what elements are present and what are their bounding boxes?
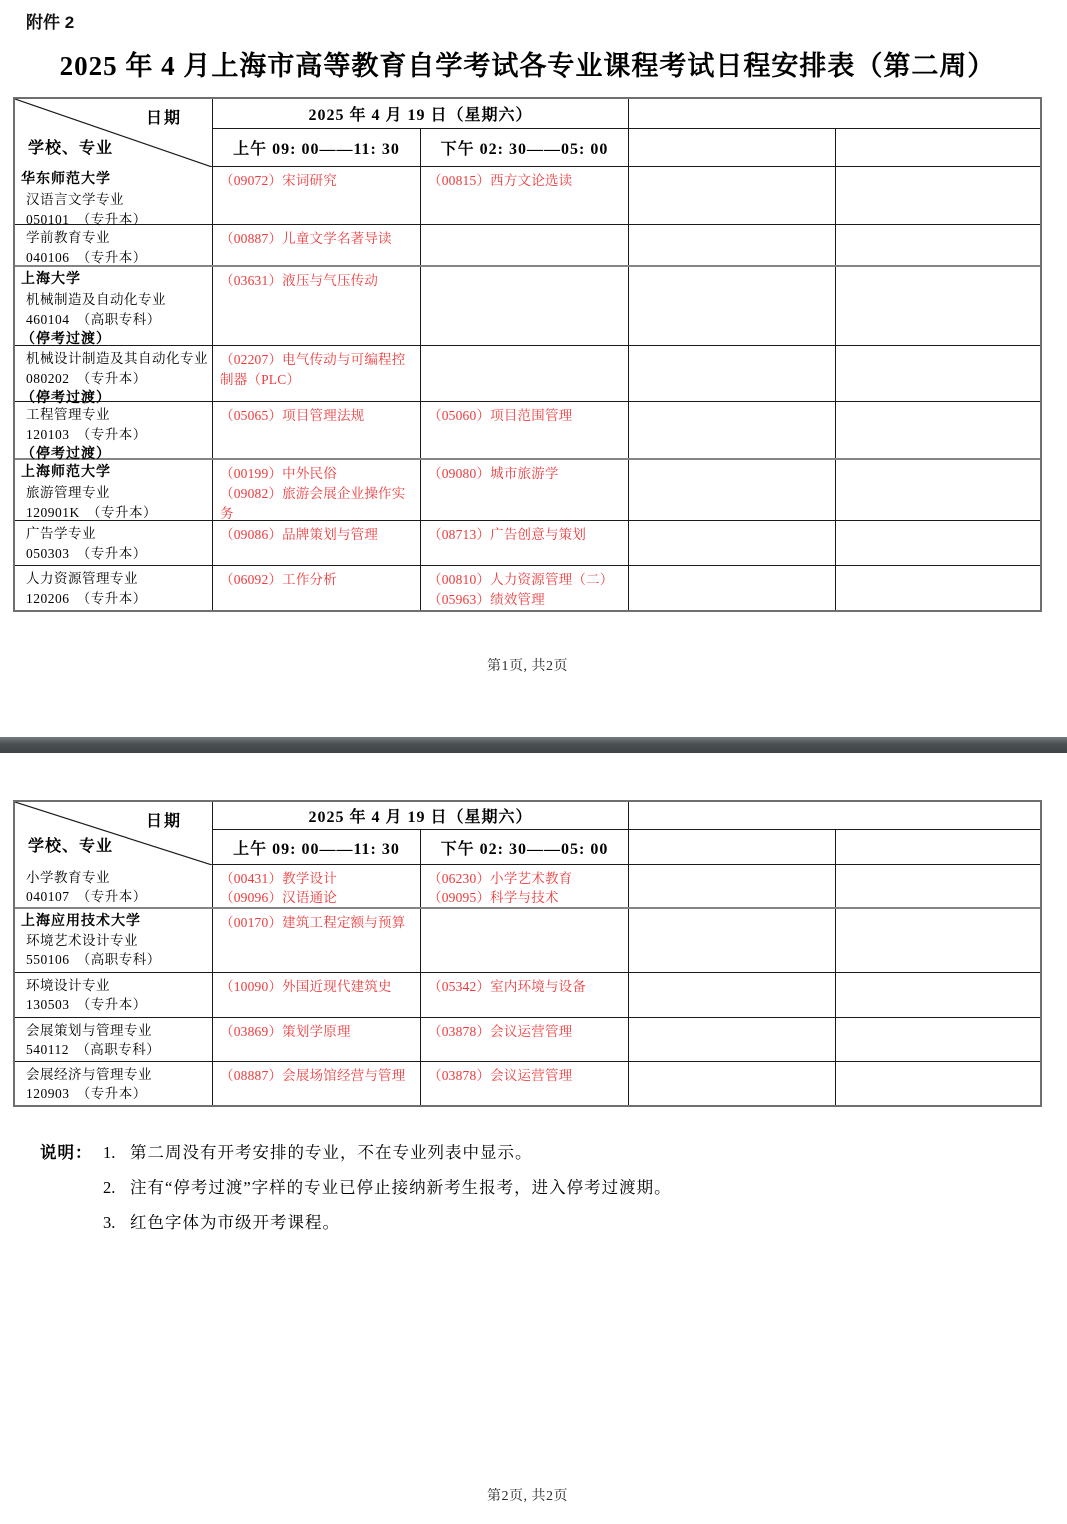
note-text: 红色字体为市级开考课程。 bbox=[130, 1213, 340, 1232]
note-number: 3. bbox=[103, 1213, 116, 1232]
header-corner-cell bbox=[15, 99, 213, 167]
major-line: 小学教育专业 bbox=[26, 870, 110, 885]
note-item bbox=[103, 1211, 980, 1234]
course-entry: （00170）建筑工程定额与预算 bbox=[220, 915, 406, 930]
empty-cell bbox=[836, 346, 1040, 401]
page1-footer: 第1页, 共2页 bbox=[487, 659, 568, 674]
school-name-line: 上海师范大学 bbox=[21, 465, 111, 480]
afternoon-course-cell bbox=[421, 225, 629, 265]
major-line: 环境设计专业 bbox=[26, 978, 110, 993]
course-entry: （09072）宋词研究 bbox=[220, 173, 337, 188]
header-date-value: 2025 年 4 月 19 日（星期六） bbox=[213, 99, 629, 129]
morning-course-cell bbox=[213, 1018, 421, 1061]
major-line: 工程管理专业 bbox=[26, 407, 110, 422]
major-line: 汉语言文学专业 bbox=[26, 192, 124, 207]
header-date-label: 日期 bbox=[145, 110, 182, 127]
major-line: 050303 （专升本） bbox=[26, 546, 147, 561]
school-cell bbox=[15, 1018, 213, 1061]
morning-course-cell bbox=[213, 909, 421, 972]
header-date-label: 日期 bbox=[145, 813, 182, 830]
morning-course-cell bbox=[213, 346, 421, 401]
morning-course-cell bbox=[213, 460, 421, 520]
school-name-line: 上海大学 bbox=[21, 272, 81, 287]
major-line: 120206 （专升本） bbox=[26, 591, 147, 606]
note-item bbox=[103, 1141, 980, 1164]
course-entry: （10090）外国近现代建筑史 bbox=[220, 979, 392, 994]
exam-schedule-table-page2 bbox=[13, 800, 1042, 1107]
school-cell bbox=[15, 566, 213, 610]
course-entry: （05342）室内环境与设备 bbox=[428, 979, 587, 994]
course-entry: （05065）项目管理法规 bbox=[220, 408, 365, 423]
table-row bbox=[15, 520, 1040, 565]
empty-cell bbox=[836, 973, 1040, 1017]
empty-cell bbox=[629, 1018, 836, 1061]
morning-course-cell bbox=[213, 225, 421, 265]
afternoon-course-cell bbox=[421, 402, 629, 458]
course-entry: （09080）城市旅游学 bbox=[428, 466, 559, 481]
school-name-line: （停考过渡） bbox=[21, 447, 111, 462]
empty-cell bbox=[629, 973, 836, 1017]
morning-course-cell bbox=[213, 865, 421, 907]
afternoon-course-cell bbox=[421, 460, 629, 520]
header-school-label: 学校、专业 bbox=[28, 140, 114, 157]
afternoon-course-cell bbox=[421, 167, 629, 224]
table-row bbox=[15, 1017, 1040, 1061]
header-date-value: 2025 年 4 月 19 日（星期六） bbox=[213, 802, 629, 830]
table-row bbox=[15, 345, 1040, 406]
table-row bbox=[15, 565, 1040, 610]
table-row bbox=[15, 401, 1040, 462]
table-row bbox=[15, 167, 1040, 227]
afternoon-course-cell bbox=[421, 346, 629, 401]
table-row bbox=[15, 224, 1040, 265]
empty-cell bbox=[629, 167, 836, 224]
major-line: 550106 （高职专科） bbox=[26, 952, 161, 967]
note-text: 注有“停考过渡”字样的专业已停止接纳新考生报考，进入停考过渡期。 bbox=[130, 1178, 672, 1197]
course-entry: （09086）品牌策划与管理 bbox=[220, 527, 379, 542]
notes-section bbox=[40, 1141, 980, 1246]
major-line: 120901K （专升本） bbox=[26, 505, 157, 520]
note-number: 2. bbox=[103, 1178, 116, 1197]
empty-cell bbox=[836, 267, 1040, 345]
header-empty-cell bbox=[629, 129, 836, 167]
empty-cell bbox=[629, 521, 836, 565]
morning-course-cell bbox=[213, 1062, 421, 1105]
afternoon-course-cell bbox=[421, 521, 629, 565]
table-row bbox=[15, 907, 1040, 972]
morning-course-cell bbox=[213, 566, 421, 610]
morning-course-cell bbox=[213, 167, 421, 224]
table-row bbox=[15, 972, 1040, 1017]
school-name-line: 华东师范大学 bbox=[21, 172, 111, 187]
school-cell bbox=[15, 167, 213, 227]
major-line: 环境艺术设计专业 bbox=[26, 933, 138, 948]
school-cell bbox=[15, 909, 213, 972]
course-entry: （00199）中外民俗 bbox=[220, 466, 337, 481]
school-cell bbox=[15, 865, 213, 907]
major-line: 080202 （专升本） bbox=[26, 371, 147, 386]
note-item bbox=[103, 1176, 980, 1199]
note-number: 1. bbox=[103, 1143, 116, 1162]
empty-cell bbox=[836, 1018, 1040, 1061]
note-text: 第二周没有开考安排的专业，不在专业列表中显示。 bbox=[130, 1143, 533, 1162]
header-corner-cell bbox=[15, 802, 213, 865]
course-entry: （06092）工作分析 bbox=[220, 572, 337, 587]
page-title: 2025 年 4 月上海市高等教育自学考试各专业课程考试日程安排表（第二周） bbox=[59, 51, 996, 81]
course-entry: （03878）会议运营管理 bbox=[428, 1068, 573, 1083]
school-cell bbox=[15, 1062, 213, 1105]
course-entry: （09095）科学与技术 bbox=[428, 890, 559, 905]
school-cell bbox=[15, 346, 213, 406]
header-school-label: 学校、专业 bbox=[28, 838, 114, 855]
empty-cell bbox=[836, 1062, 1040, 1105]
major-line: 会展经济与管理专业 bbox=[26, 1067, 152, 1082]
empty-cell bbox=[836, 865, 1040, 907]
course-entry: （08887）会展场馆经营与管理 bbox=[220, 1068, 406, 1083]
course-entry: （09082）旅游会展企业操作实务 bbox=[220, 486, 406, 521]
empty-cell bbox=[836, 566, 1040, 610]
table-header bbox=[15, 802, 1040, 865]
course-entry: （03869）策划学原理 bbox=[220, 1024, 351, 1039]
school-cell bbox=[15, 973, 213, 1017]
empty-cell bbox=[836, 225, 1040, 265]
exam-schedule-table-page1 bbox=[13, 97, 1042, 612]
major-line: 460104 （高职专科） bbox=[26, 312, 161, 327]
morning-course-cell bbox=[213, 973, 421, 1017]
course-entry: （08713）广告创意与策划 bbox=[428, 527, 587, 542]
major-line: 机械制造及自动化专业 bbox=[26, 292, 166, 307]
afternoon-course-cell bbox=[421, 1018, 629, 1061]
afternoon-course-cell bbox=[421, 267, 629, 345]
course-entry: （09096）汉语通论 bbox=[220, 890, 337, 905]
afternoon-course-cell bbox=[421, 566, 629, 610]
empty-cell bbox=[629, 267, 836, 345]
empty-cell bbox=[836, 909, 1040, 972]
major-line: 040106 （专升本） bbox=[26, 250, 147, 265]
course-entry: （05963）绩效管理 bbox=[428, 592, 545, 607]
course-entry: （00810）人力资源管理（二） bbox=[428, 572, 614, 587]
major-line: 540112 （高职专科） bbox=[26, 1042, 161, 1057]
attachment-label: 附件 2 bbox=[26, 13, 75, 32]
table-row bbox=[15, 865, 1040, 907]
afternoon-course-cell bbox=[421, 973, 629, 1017]
course-entry: （00431）教学设计 bbox=[220, 871, 337, 886]
course-entry: （06230）小学艺术教育 bbox=[428, 871, 573, 886]
major-line: 130503 （专升本） bbox=[26, 997, 147, 1012]
empty-cell bbox=[836, 460, 1040, 520]
empty-cell bbox=[629, 346, 836, 401]
table-body bbox=[15, 865, 1040, 1105]
school-name-line: 上海应用技术大学 bbox=[21, 914, 141, 929]
school-name-line: （停考过渡） bbox=[21, 332, 111, 347]
notes-items bbox=[103, 1141, 980, 1246]
school-cell bbox=[15, 225, 213, 265]
major-line: 050101 （专升本） bbox=[26, 212, 147, 227]
empty-cell bbox=[629, 566, 836, 610]
major-line: 人力资源管理专业 bbox=[26, 571, 138, 586]
header-morning-session: 上午 09: 00——11: 30 bbox=[213, 830, 421, 865]
school-cell bbox=[15, 267, 213, 345]
empty-cell bbox=[629, 1062, 836, 1105]
notes-label: 说明： bbox=[40, 1143, 93, 1162]
school-cell bbox=[15, 521, 213, 565]
table-body bbox=[15, 167, 1040, 610]
school-name-line: （停考过渡） bbox=[21, 391, 111, 406]
header-empty-cell bbox=[836, 129, 1040, 167]
course-entry: （00887）儿童文学名著导读 bbox=[220, 231, 392, 246]
page-break-divider bbox=[0, 737, 1067, 753]
header-afternoon-session: 下午 02: 30——05: 00 bbox=[421, 830, 629, 865]
empty-cell bbox=[629, 402, 836, 458]
empty-cell bbox=[629, 909, 836, 972]
course-entry: （05060）项目范围管理 bbox=[428, 408, 573, 423]
empty-cell bbox=[836, 167, 1040, 224]
afternoon-course-cell bbox=[421, 1062, 629, 1105]
empty-cell bbox=[629, 460, 836, 520]
empty-cell bbox=[629, 865, 836, 907]
table-row bbox=[15, 265, 1040, 345]
table-row bbox=[15, 1061, 1040, 1105]
empty-cell bbox=[629, 225, 836, 265]
major-line: 120103 （专升本） bbox=[26, 427, 147, 442]
header-empty-cell bbox=[836, 830, 1040, 865]
afternoon-course-cell bbox=[421, 865, 629, 907]
header-afternoon-session: 下午 02: 30——05: 00 bbox=[421, 129, 629, 167]
morning-course-cell bbox=[213, 402, 421, 458]
school-cell bbox=[15, 402, 213, 462]
empty-cell bbox=[836, 521, 1040, 565]
header-empty-cell bbox=[629, 830, 836, 865]
course-entry: （03631）液压与气压传动 bbox=[220, 273, 379, 288]
major-line: 120903 （专升本） bbox=[26, 1086, 147, 1101]
table-row bbox=[15, 458, 1040, 520]
morning-course-cell bbox=[213, 267, 421, 345]
major-line: 广告学专业 bbox=[26, 526, 96, 541]
page2-footer: 第2页, 共2页 bbox=[487, 1489, 568, 1504]
major-line: 会展策划与管理专业 bbox=[26, 1023, 152, 1038]
afternoon-course-cell bbox=[421, 909, 629, 972]
major-line: 旅游管理专业 bbox=[26, 485, 110, 500]
empty-cell bbox=[836, 402, 1040, 458]
header-empty-cell bbox=[629, 802, 1040, 830]
header-morning-session: 上午 09: 00——11: 30 bbox=[213, 129, 421, 167]
course-entry: （03878）会议运营管理 bbox=[428, 1024, 573, 1039]
course-entry: （00815）西方文论选读 bbox=[428, 173, 573, 188]
morning-course-cell bbox=[213, 521, 421, 565]
major-line: 机械设计制造及其自动化专业 bbox=[26, 351, 208, 366]
table-header bbox=[15, 99, 1040, 167]
header-empty-cell bbox=[629, 99, 1040, 129]
course-entry: （02207）电气传动与可编程控制器（PLC） bbox=[220, 352, 406, 387]
major-line: 040107 （专升本） bbox=[26, 889, 147, 904]
major-line: 学前教育专业 bbox=[26, 230, 110, 245]
school-cell bbox=[15, 460, 213, 520]
